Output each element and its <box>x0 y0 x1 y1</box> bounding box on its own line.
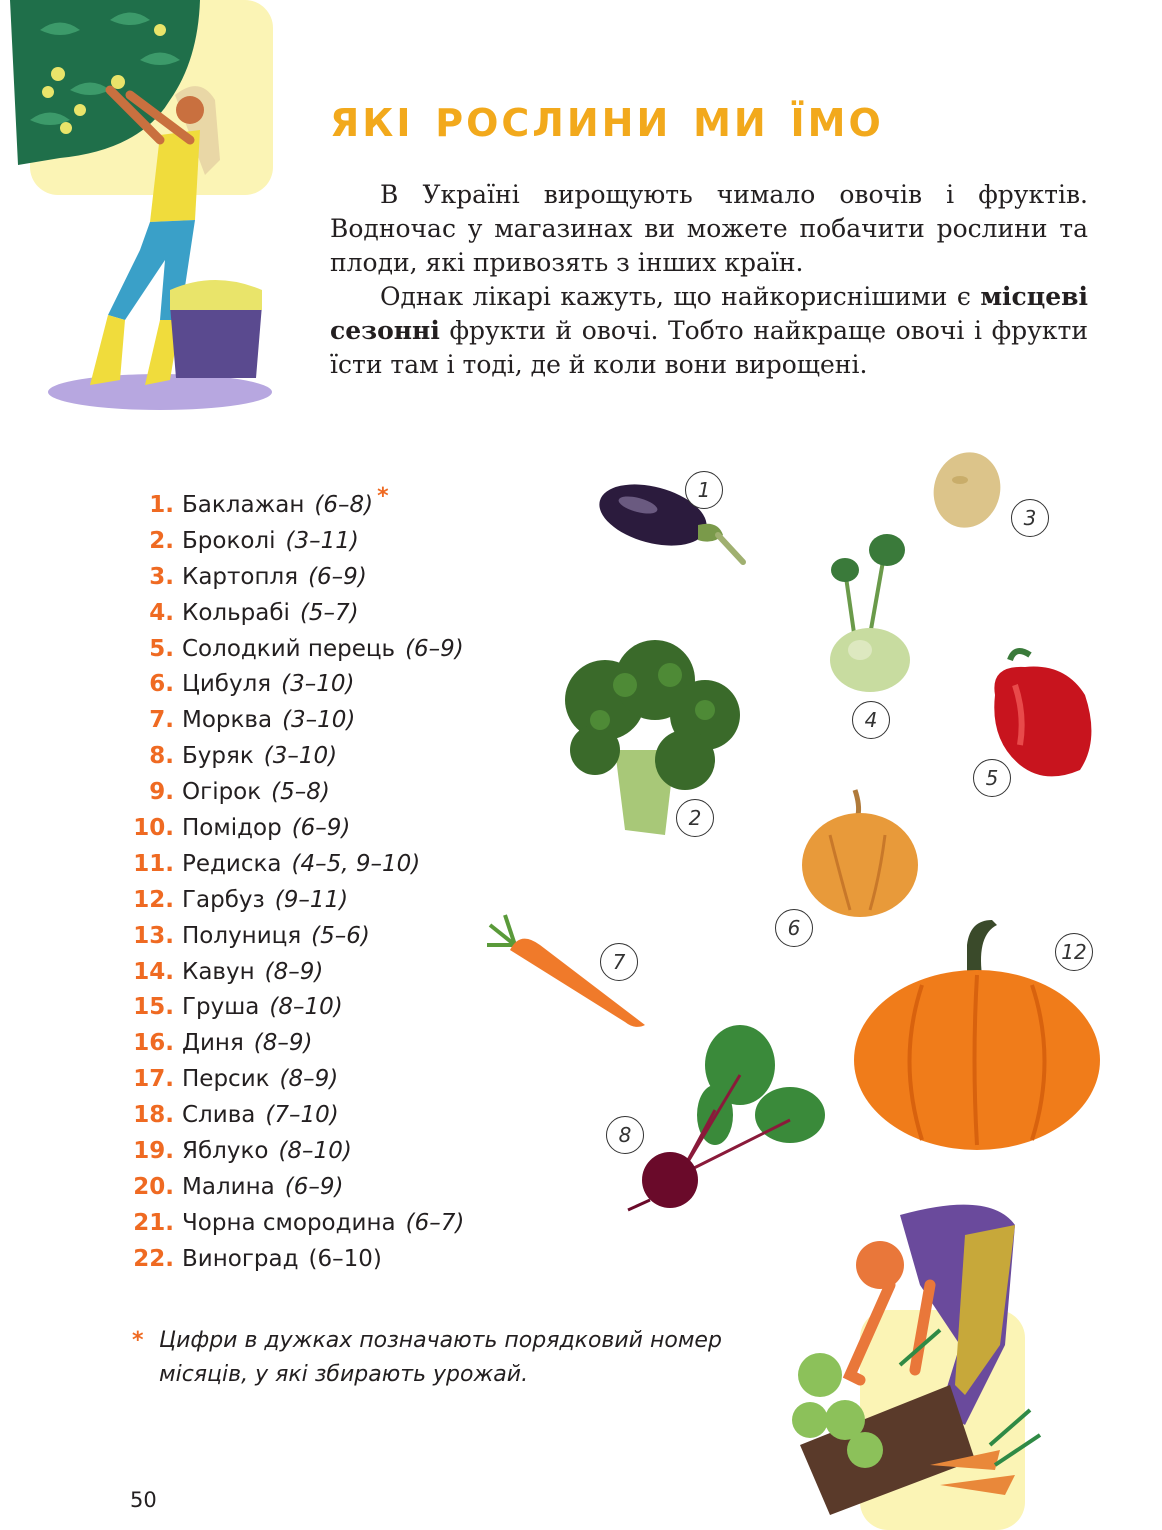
asterisk-mark: * <box>132 1328 144 1353</box>
item-number: 20. <box>133 1173 174 1200</box>
item-number: 1. <box>149 491 174 518</box>
item-name: Помідор <box>182 814 282 841</box>
label-2: 2 <box>676 799 714 837</box>
list-item <box>120 702 464 738</box>
item-number: 16. <box>133 1030 174 1057</box>
item-months: (6–9) <box>291 814 351 841</box>
item-name: Полуниця <box>182 922 302 949</box>
list-item <box>120 882 464 918</box>
item-months: (9–11) <box>274 886 349 913</box>
label-1: 1 <box>685 471 723 509</box>
item-months: (8–10) <box>269 994 343 1021</box>
item-number: 12. <box>133 886 174 913</box>
item-name: Кольрабі <box>182 599 290 626</box>
item-name: Огірок <box>182 779 262 806</box>
item-number: 19. <box>133 1137 174 1164</box>
list-item <box>120 559 464 595</box>
list-item <box>120 1133 464 1169</box>
beet-image <box>620 1025 830 1215</box>
item-months: (6–9) <box>405 635 464 662</box>
broccoli-image <box>555 640 745 840</box>
list-item <box>120 918 464 954</box>
list-item <box>120 954 464 990</box>
label-6: 6 <box>775 909 813 947</box>
item-number: 7. <box>149 707 174 734</box>
label-3: 3 <box>1011 499 1049 537</box>
list-item <box>120 810 464 846</box>
list-item <box>120 774 464 810</box>
item-months: (6–7) <box>405 1209 465 1236</box>
item-months: (3–10) <box>281 671 355 698</box>
item-number: 14. <box>133 958 174 985</box>
item-months: (7–10) <box>265 1102 339 1129</box>
item-months: (8–9) <box>253 1030 313 1057</box>
item-name: Чорна смородина <box>182 1209 396 1236</box>
list-item <box>120 989 464 1025</box>
plant-list <box>120 484 465 1277</box>
item-number: 6. <box>149 671 174 698</box>
item-name: Цибуля <box>182 671 272 698</box>
page-number: 50 <box>130 1488 157 1512</box>
item-months: (3–10) <box>263 743 338 770</box>
list-item <box>120 1205 464 1241</box>
item-months: (6–8) <box>314 491 374 518</box>
item-number: 15. <box>133 994 174 1021</box>
list-item <box>120 523 464 559</box>
item-months: (6–10) <box>308 1245 382 1272</box>
label-5: 5 <box>973 759 1011 797</box>
item-number: 10. <box>133 814 174 841</box>
item-name: Буряк <box>182 743 254 770</box>
farmer-illustration <box>790 1195 1050 1530</box>
label-4: 4 <box>852 701 890 739</box>
item-name: Картопля <box>182 563 299 590</box>
item-number: 21. <box>133 1209 174 1236</box>
item-name: Броколі <box>182 527 276 554</box>
list-item <box>120 1097 464 1133</box>
list-item <box>120 1241 464 1277</box>
intro-p2-start: Однак лікарі кажуть, що найкориснішими є <box>380 282 981 311</box>
intro-p2-bold: місцеві сезонні <box>330 282 1088 345</box>
item-number: 2. <box>149 527 174 554</box>
item-name: Персик <box>182 1066 270 1093</box>
item-months: (5–6) <box>311 922 370 949</box>
item-name: Яблуко <box>182 1137 269 1164</box>
item-name: Виноград <box>182 1245 299 1272</box>
item-months: (4–5, 9–10) <box>291 850 421 877</box>
list-item <box>120 846 464 882</box>
gardener-illustration <box>0 0 290 420</box>
item-number: 17. <box>133 1066 174 1093</box>
list-item <box>120 631 464 667</box>
item-months: (5–8) <box>271 779 330 806</box>
list-item <box>120 484 464 523</box>
asterisk-mark: * <box>377 484 389 510</box>
list-item <box>120 666 464 702</box>
item-number: 18. <box>133 1102 174 1129</box>
item-name: Баклажан <box>182 491 305 518</box>
intro-p2-end: фрукти й овочі. Тобто найкраще овочі і фрукти їсти там і тоді, де й коли вони вирощені. <box>330 316 1088 379</box>
list-item <box>120 1025 464 1061</box>
label-8: 8 <box>606 1116 644 1154</box>
eggplant-image <box>598 480 748 570</box>
item-number: 11. <box>133 850 174 877</box>
item-months: (8–9) <box>264 958 324 985</box>
potato-image <box>930 450 1005 530</box>
intro-paragraph-2 <box>330 280 1088 382</box>
list-item <box>120 738 464 774</box>
intro-text <box>330 178 1088 382</box>
item-number: 3. <box>149 563 174 590</box>
list-item <box>120 1169 464 1205</box>
item-name: Гарбуз <box>182 886 265 913</box>
item-number: 4. <box>149 599 174 626</box>
item-name: Редиска <box>182 850 282 877</box>
list-item <box>120 595 464 631</box>
intro-paragraph-1: В Україні вирощують чимало овочів і фруктів. Водночас у магазинах ви можете побачити рослини та плоди, які привозять з інших країн. <box>330 180 1088 277</box>
label-12: 12 <box>1055 933 1093 971</box>
item-number: 13. <box>133 922 174 949</box>
item-number: 5. <box>149 635 174 662</box>
item-months: (8–9) <box>279 1066 339 1093</box>
footnote <box>132 1324 732 1392</box>
item-name: Солодкий перець <box>182 635 396 662</box>
item-months: (3–10) <box>282 707 356 734</box>
item-name: Кавун <box>182 958 255 985</box>
item-name: Малина <box>182 1173 275 1200</box>
item-name: Груша <box>182 994 260 1021</box>
list-item <box>120 1061 464 1097</box>
item-months: (6–9) <box>284 1173 344 1200</box>
label-7: 7 <box>600 943 638 981</box>
onion-image <box>800 785 920 920</box>
item-months: (8–10) <box>278 1137 352 1164</box>
kohlrabi-image <box>825 530 925 695</box>
item-name: Морква <box>182 707 273 734</box>
item-number: 22. <box>133 1245 174 1272</box>
item-months: (6–9) <box>308 563 367 590</box>
item-name: Диня <box>182 1030 244 1057</box>
item-name: Слива <box>182 1102 256 1129</box>
page-title: які рослини ми їмо <box>330 86 884 149</box>
item-months: (5–7) <box>299 599 359 626</box>
item-number: 9. <box>149 779 174 806</box>
item-number: 8. <box>149 743 174 770</box>
item-months: (3–11) <box>285 527 359 554</box>
footnote-text: Цифри в дужках позначають порядковий номер місяців, у які збирають урожай. <box>159 1328 722 1387</box>
